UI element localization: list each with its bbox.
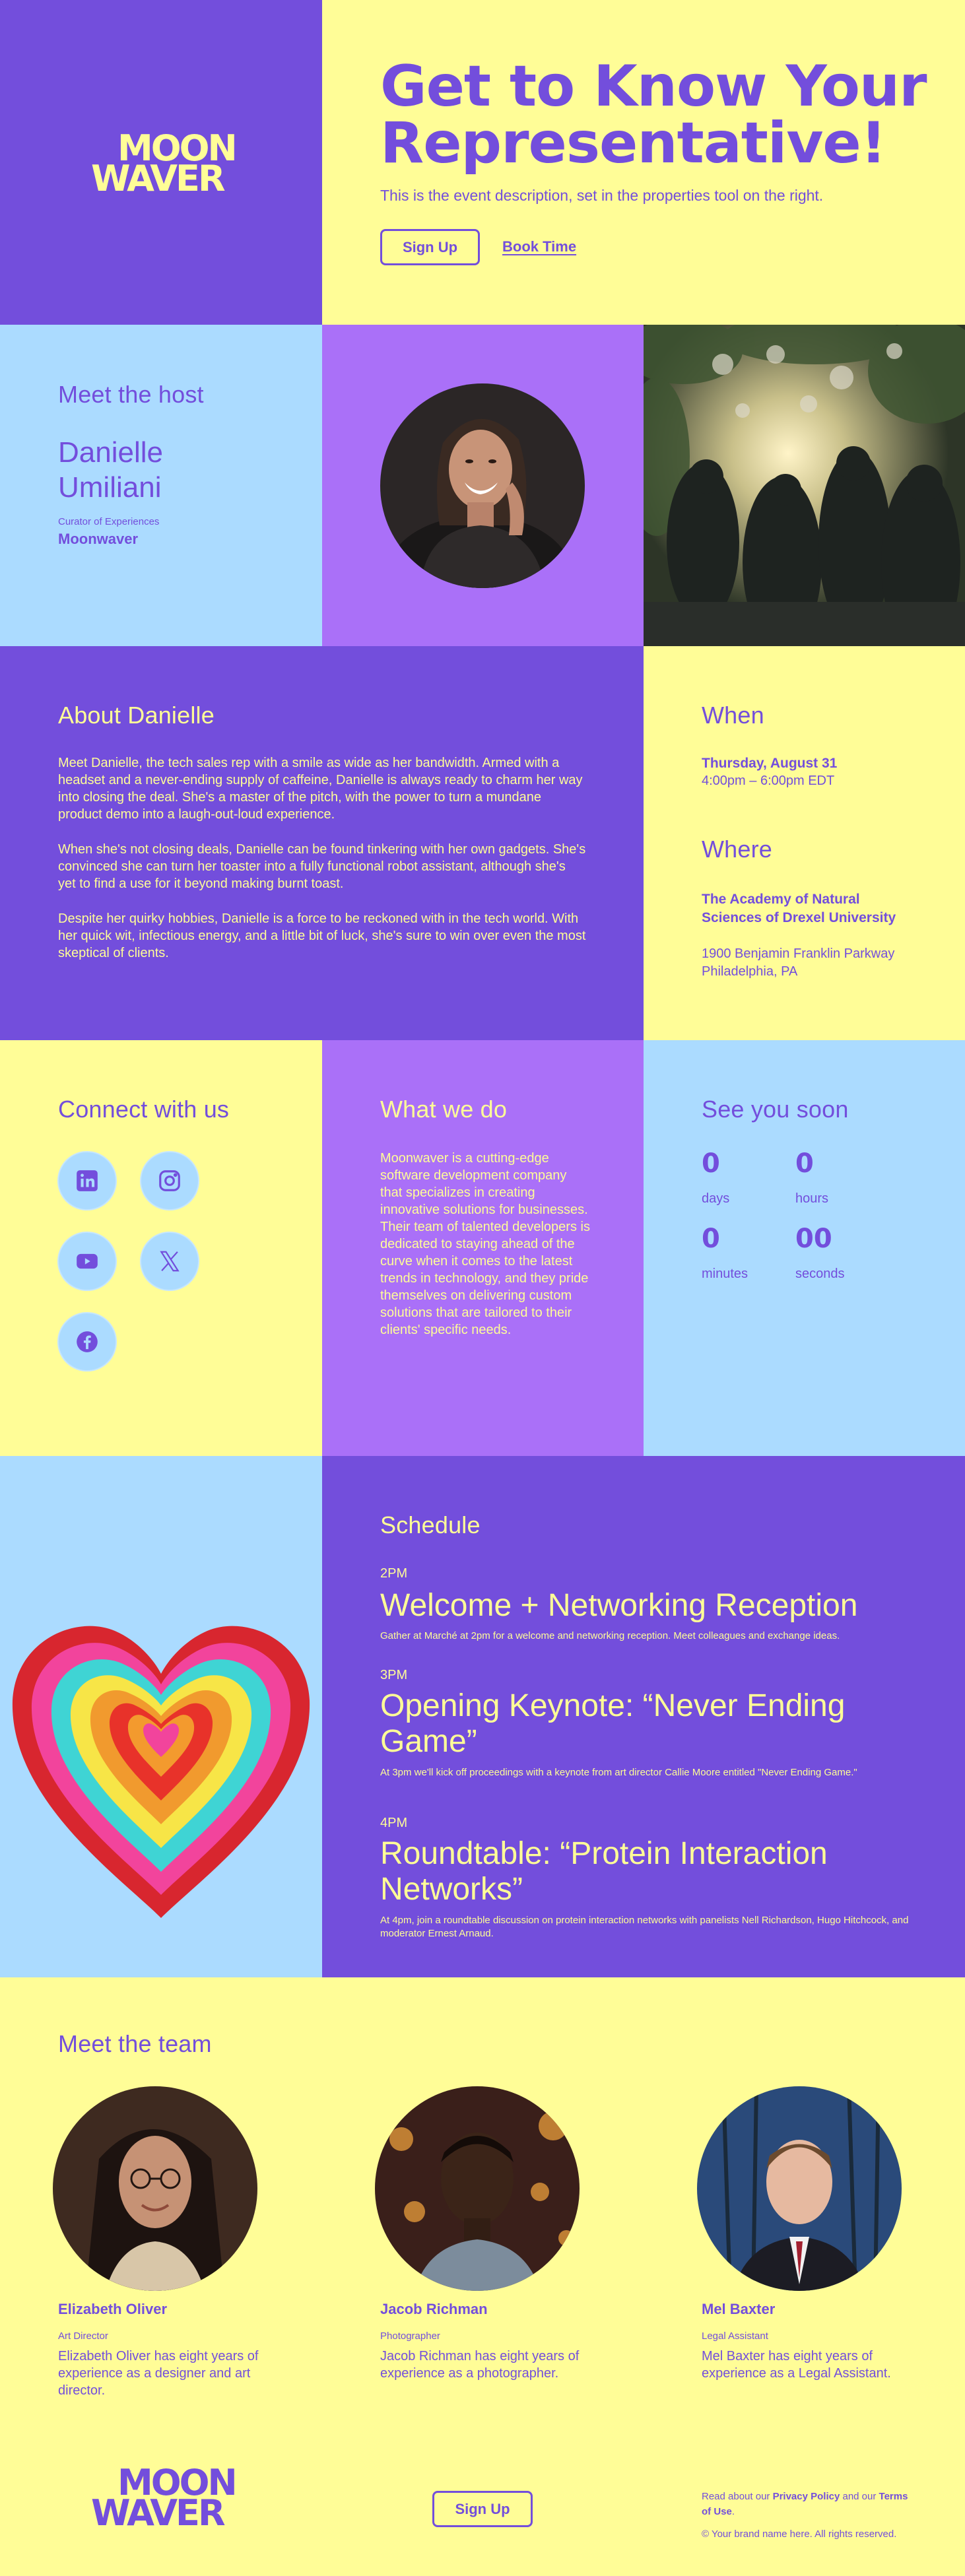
what-we-do-panel <box>322 1040 644 1456</box>
book-time-link[interactable]: Book Time <box>502 238 577 255</box>
legal-prefix: Read about our <box>702 2491 773 2502</box>
event-photo-panel <box>644 325 965 646</box>
schedule-description: At 4pm, join a roundtable discussion on protein interaction networks with panelists Nell Richardson, Hugo Hitchcock, and moderator Ernest Arnaud. <box>380 1915 909 1939</box>
when-heading: When <box>702 702 764 729</box>
host-name: Danielle Umiliani <box>58 436 163 504</box>
host-avatar <box>380 383 585 588</box>
x-button[interactable] <box>140 1232 199 1291</box>
instagram-button[interactable] <box>140 1151 199 1210</box>
hero-panel <box>322 0 965 325</box>
legal-text <box>702 2489 919 2520</box>
schedule-description: Gather at Marché at 2pm for a welcome and networking reception. Meet colleagues and exchange ideas. <box>380 1630 840 1641</box>
logo-line-2: WAVER <box>91 2492 224 2534</box>
legal-suffix: . <box>731 2506 735 2518</box>
x-icon <box>157 1249 182 1274</box>
about-heading: About Danielle <box>58 702 215 729</box>
schedule-title: Roundtable: “Protein Interaction Networks” <box>380 1836 828 1907</box>
about-paragraph-3: Despite her quirky hobbies, Danielle is a force to be reckoned with in the tech world. With her quick wit, infectious energy, and a little bit of luck, she's sure to win over even the most skeptical of clients. <box>58 911 586 960</box>
schedule-heading: Schedule <box>380 1511 481 1538</box>
team-member-photo <box>375 2086 580 2291</box>
privacy-policy-link[interactable]: Privacy Policy <box>772 2491 840 2502</box>
facebook-button[interactable] <box>57 1312 117 1371</box>
countdown-minutes: 0 <box>702 1224 720 1254</box>
team-member-photo <box>697 2086 902 2291</box>
team-panel <box>0 1977 965 2423</box>
about-paragraph-1: Meet Danielle, the tech sales rep with a smile as wide as her bandwidth. Armed with a headset and a never-ending supply of caffeine, Danielle is always ready to charm her way into closing the deal. She's a master of the pitch, with the power to turn a mundane product demo into a laugh-out-loud experience. <box>58 756 583 822</box>
host-heading: Meet the host <box>58 381 204 408</box>
instagram-icon <box>157 1168 182 1193</box>
event-date: Thursday, August 31 <box>702 756 838 771</box>
youtube-icon <box>75 1249 100 1274</box>
when-where-panel <box>644 646 965 1040</box>
linkedin-button[interactable] <box>57 1151 117 1210</box>
host-role: Curator of Experiences <box>58 516 160 527</box>
team-member-name: Mel Baxter <box>702 2301 776 2317</box>
facebook-icon <box>75 1329 100 1354</box>
terms-of-use-link[interactable]: Terms of Use <box>702 2491 908 2518</box>
about-panel <box>0 646 644 1040</box>
linkedin-icon <box>75 1168 100 1193</box>
countdown-days: 0 <box>702 1148 720 1179</box>
connect-panel <box>0 1040 322 1456</box>
event-time: 4:00pm – 6:00pm EDT <box>702 774 835 788</box>
where-heading: Where <box>702 836 773 863</box>
logo-line-2: WAVER <box>91 158 224 200</box>
venue-address-2: Philadelphia, PA <box>702 964 798 979</box>
what-we-do-heading: What we do <box>380 1096 508 1123</box>
team-member-name: Elizabeth Oliver <box>58 2301 168 2317</box>
schedule-title: Opening Keynote: “Never Ending Game” <box>380 1688 846 1759</box>
footer <box>0 2423 965 2576</box>
schedule-time: 2PM <box>380 1566 408 1581</box>
footer-logo[interactable] <box>91 2462 236 2534</box>
schedule-title: Welcome + Networking Reception <box>380 1588 858 1623</box>
brand-logo[interactable] <box>91 127 236 200</box>
countdown-hours-label: hours <box>795 1191 829 1206</box>
legal-mid: and our <box>840 2491 879 2502</box>
logo-line-1: MOON <box>117 127 236 169</box>
connect-heading: Connect with us <box>58 1096 230 1123</box>
host-info-panel <box>0 325 322 646</box>
about-paragraph-2: When she's not closing deals, Danielle can be found tinkering with her own gadgets. She's convinced she can turn her toaster into a fully functional robot assistant, although she's yet to find a use for it beyond making burnt toast. <box>58 842 586 891</box>
team-member-bio: Elizabeth Oliver has eight years of experience as a designer and art director. <box>58 2349 259 2398</box>
countdown-days-label: days <box>702 1191 730 1206</box>
venue-address-1: 1900 Benjamin Franklin Parkway <box>702 946 895 961</box>
hero-description: This is the event description, set in the properties tool on the right. <box>380 187 824 204</box>
host-company: Moonwaver <box>58 531 139 547</box>
countdown-panel <box>644 1040 965 1456</box>
countdown-seconds-label: seconds <box>795 1267 845 1281</box>
copyright: © Your brand name here. All rights reserved. <box>702 2528 897 2540</box>
schedule-panel <box>322 1456 965 1977</box>
heart-panel <box>0 1456 322 1977</box>
team-heading: Meet the team <box>58 2030 212 2057</box>
schedule-description: At 3pm we'll kick off proceedings with a keynote from art director Callie Moore entitled "Never Ending Game." <box>380 1767 857 1778</box>
countdown-heading: See you soon <box>702 1096 849 1123</box>
countdown-hours: 0 <box>795 1148 814 1179</box>
countdown-minutes-label: minutes <box>702 1267 749 1281</box>
host-photo-panel <box>322 325 644 646</box>
schedule-time: 3PM <box>380 1668 408 1682</box>
team-member-photo <box>53 2086 257 2291</box>
team-member-role: Art Director <box>58 2330 108 2342</box>
logo-line-1: MOON <box>117 2462 236 2503</box>
footer-sign-up-button[interactable]: Sign Up <box>432 2491 533 2527</box>
hero-title: Get to Know Your Representative! <box>380 53 927 176</box>
crowd-photo <box>644 325 965 646</box>
team-member-role: Photographer <box>380 2330 440 2342</box>
team-member-role: Legal Assistant <box>702 2330 768 2342</box>
sign-up-button[interactable]: Sign Up <box>380 229 480 265</box>
countdown-seconds: 00 <box>795 1224 832 1254</box>
team-member-name: Jacob Richman <box>380 2301 488 2317</box>
what-we-do-text: Moonwaver is a cutting-edge software development company that specializes in creating innovative solutions for businesses. Their team of talented developers is dedicated to staying ahead of the curve when it comes to the latest trends in technology, and they pride themselves on delivering custom solutions that are tailored to their clients' specific needs. <box>380 1151 590 1337</box>
team-member-bio: Mel Baxter has eight years of experience as a Legal Assistant. <box>702 2349 891 2381</box>
schedule-time: 4PM <box>380 1816 408 1830</box>
youtube-button[interactable] <box>57 1232 117 1291</box>
venue-name: The Academy of Natural Sciences of Drexel University <box>702 892 896 926</box>
rainbow-heart-graphic <box>0 1456 322 1977</box>
team-member-bio: Jacob Richman has eight years of experience as a photographer. <box>380 2349 580 2381</box>
hero-logo-panel <box>0 0 322 325</box>
